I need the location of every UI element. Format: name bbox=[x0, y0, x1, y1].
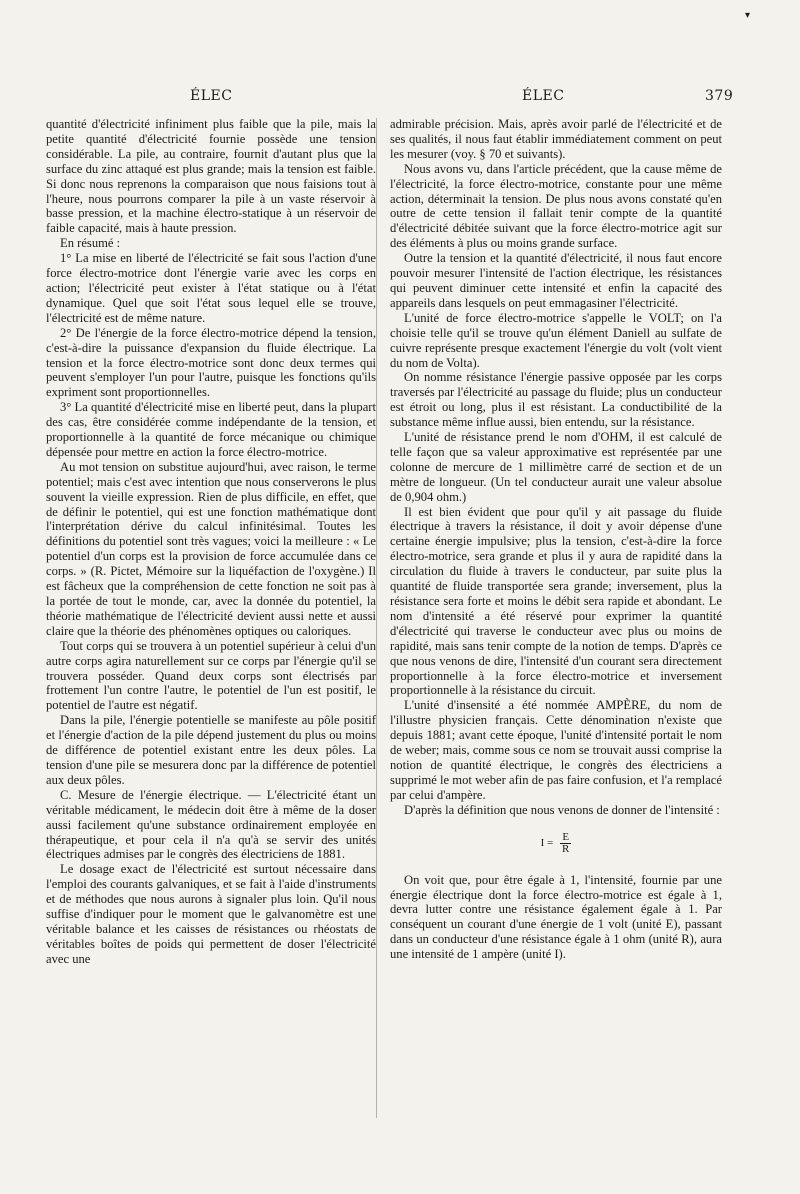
paragraph: On voit que, pour être égale à 1, l'intensité, fournie par une énergie électrique dont la force électro-motrice est égale à 1, devra lutter contre une résistance également égale à 1. Par conséquent un courant d'une énergie de 1 volt (unité E), passant dans un conducteur d'une résistance égale à 1 ohm (unité R), aura une intensité de 1 ampère (unité I). bbox=[390, 872, 722, 962]
paragraph: Outre la tension et la quantité d'électricité, il nous faut encore pouvoir mesurer l'intensité de l'action électrique, les résistances qui peuvent diminuer cette intensité et enfin la capacité des appareils dans lesquels on peut emmagasiner l'électricité. bbox=[390, 251, 722, 310]
formula-fraction bbox=[560, 832, 571, 855]
paragraph: On nomme résistance l'énergie passive opposée par les corps traversés par l'électricité au passage du fluide; plus un conducteur est étroit ou long, plus il est résistant. La conductibilité de la substance même influe aussi, bien entendu, sur la résistance. bbox=[390, 370, 722, 430]
running-title-right: ÉLEC bbox=[522, 88, 565, 104]
paragraph: En résumé : bbox=[60, 236, 121, 251]
formula-lhs: I = bbox=[540, 836, 554, 849]
paragraph: Dans la pile, l'énergie potentielle se manifeste au pôle positif et l'énergie d'action de la pile dépend justement du plus ou moins de différence de potentiel existant entre les deux pôles. La tension d'une pile se mesurera donc par la différence de potentiel aux deux pôles. bbox=[46, 713, 376, 787]
corner-mark: ▾ bbox=[745, 10, 751, 21]
paragraph: Nous avons vu, dans l'article précédent, que la cause même de l'électricité, la force électro-motrice, constante pour une même action, déterminait la tension. De plus nous avons constaté qu'en outre de cette tension il fallait tenir compte de la quantité d'électricité débitée suivant que la force électro-motrice agit sur des éléments à plus ou moins grande surface. bbox=[390, 161, 722, 251]
paragraph: Au mot tension on substitue aujourd'hui, avec raison, le terme potentiel; mais c'est avec intention que nous conserverons le plus souvent la vieille expression. Rien de plus difficile, en effet, que de définir le potentiel, qui est une fonction mathématique dont l'interprétation dérive du calcul infinitésimal. Toutes les définitions du potentiel sont très vagues; voici la meilleure : « Le potentiel d'un corps est la provision de force accumulée dans ce corps. » (R. Pictet, Mémoire sur la liquéfaction de l'oxygène.) Il est fâcheux que la compréhension de cette fonction ne soit pas à la portée de tout le monde, car, avec la donnée du potentiel, la théorie mathématique de l'électricité devient aussi nette et aussi claire que la théorie des phénomènes optiques ou caloriques. bbox=[46, 459, 376, 638]
formula-denominator: R bbox=[562, 842, 570, 855]
paragraph: admirable précision. Mais, après avoir parlé de l'électricité et de ses qualités, il nous faut établir immédiatement comment on peut les mesurer (voy. § 70 et suivants). bbox=[390, 117, 722, 161]
paragraph: Tout corps qui se trouvera à un potentiel supérieur à celui d'un autre corps agira naturellement sur ce corps par l'énergie qu'il se trouvera posséder. Quand deux corps sont électrisés par frottement l'un contre l'autre, le potentiel de l'un est positif, le potentiel de l'autre est négatif. bbox=[46, 638, 376, 713]
paragraph: 3° La quantité d'électricité mise en liberté peut, dans la plupart des cas, être considérée comme indépendante de la tension, et proportionnelle à la quantité de force mécanique ou chimique dépensée pour mettre en action la force électro-motrice. bbox=[46, 400, 376, 459]
formula-numerator: E bbox=[560, 832, 571, 844]
paragraph: L'unité d'insensité a été nommée AMPÈRE, du nom de l'illustre physicien français. Cette dénomination n'existe que depuis 1881; avant cette époque, l'unité d'intensité portait le nom de weber; mais, comme sous ce nom se trouvait aussi comprise la notion de quantité électrique, le congrès des électriciens a supprimé le mot weber afin de pas faire confusion, et l'a remplacé par celui d'ampère. bbox=[390, 698, 722, 802]
left-column bbox=[46, 117, 376, 1127]
right-column bbox=[390, 117, 722, 1127]
paragraph: L'unité de force électro-motrice s'appelle le VOLT; on l'a choisie telle qu'il se trouve qu'un élément Daniell au sulfate de cuivre représente presque exactement l'énergie du volt (volt vient du nom de Volta). bbox=[390, 310, 722, 370]
paragraph: quantité d'électricité infiniment plus faible que la pile, mais la petite quantité d'électricité fournie possède une tension considérable. La pile, au contraire, fournit d'autant plus que la surface du zinc attaqué est plus grande; mais la tension est faible. Si donc nous reprenons la comparaison que nous faisions tout à l'heure, nous pourrons comparer la pile à un vaste réservoir à basse pression, et la machine électro-statique à un réservoir de faible capacité, mais à haute pression. bbox=[46, 117, 376, 236]
paragraph: L'unité de résistance prend le nom d'OHM, il est calculé de telle façon que sa valeur approximative est représentée par une colonne de mercure de 1 millimètre carré de section et de un mètre de longueur. (Un tel conducteur aurait une valeur absolue de 0,904 ohm.) bbox=[390, 430, 722, 504]
paragraph: 2° De l'énergie de la force électro-motrice dépend la tension, c'est-à-dire la puissance d'expansion du fluide électrique. La tension et la force électro-motrice sont donc deux termes qui peuvent s'employer l'un pour l'autre, puisque les fonctions qu'ils expriment sont proportionnelles. bbox=[46, 325, 376, 400]
paragraph: 1° La mise en liberté de l'électricité se fait sous l'action d'une force électro-motrice dont l'énergie varie avec les corps en action; l'électricité peut exister à l'état statique ou à l'état dynamique. Quel que soit l'état sous lequel elle se trouve, l'électricité est de même nature. bbox=[46, 251, 376, 325]
paragraph: D'après la définition que nous venons de donner de l'intensité : bbox=[404, 802, 720, 817]
intensity-formula bbox=[390, 832, 722, 855]
page-header bbox=[0, 88, 800, 108]
paragraph: Il est bien évident que pour qu'il y ait passage du fluide électrique à travers la résistance, il doit y avoir dépense d'une certaine énergie impulsive; plus la tension, c'est-à-dire la force électro-motrice, sera grande et plus il y aura de rapidité dans la circulation du fluide à travers le conducteur, par suite plus la quantité de fluide transportée sera grande; inversement, plus la résistance sera forte et moins le débit sera rapide et abondant. Le nom d'intensité a été réservé pour exprimer la quantité d'électricité qui traverse le conducteur avec plus ou moins de rapidité, mais sans tenir compte de la notion de temps. D'après ce que nous venons de dire, l'intensité d'un courant sera directement proportionnelle à la force électro-motrice et inversement proportionnelle à la résistance du circuit. bbox=[390, 504, 722, 698]
paragraph: C. Mesure de l'énergie électrique. — L'électricité étant un véritable médicament, le médecin doit être à même de la doser aussi facilement qu'une substance ordinairement employée en thérapeutique, et pour cela il n'a qu'à se servir des unités électriques admises par le congrès des électriciens de 1881. bbox=[46, 787, 376, 862]
column-divider bbox=[376, 118, 377, 1118]
running-title-left: ÉLEC bbox=[190, 88, 233, 104]
page-number: 379 bbox=[705, 88, 734, 104]
paragraph: Le dosage exact de l'électricité est surtout nécessaire dans l'emploi des courants galvaniques, et se fait à l'aide d'instruments et de méthodes que nous aurons à signaler plus loin. Qu'il nous suffise d'indiquer pour le moment que le galvanomètre est une véritable balance et les caisses de résistances ou rhéostats de véritables boîtes de poids qui permettent de doser l'électricité avec une bbox=[46, 862, 376, 966]
